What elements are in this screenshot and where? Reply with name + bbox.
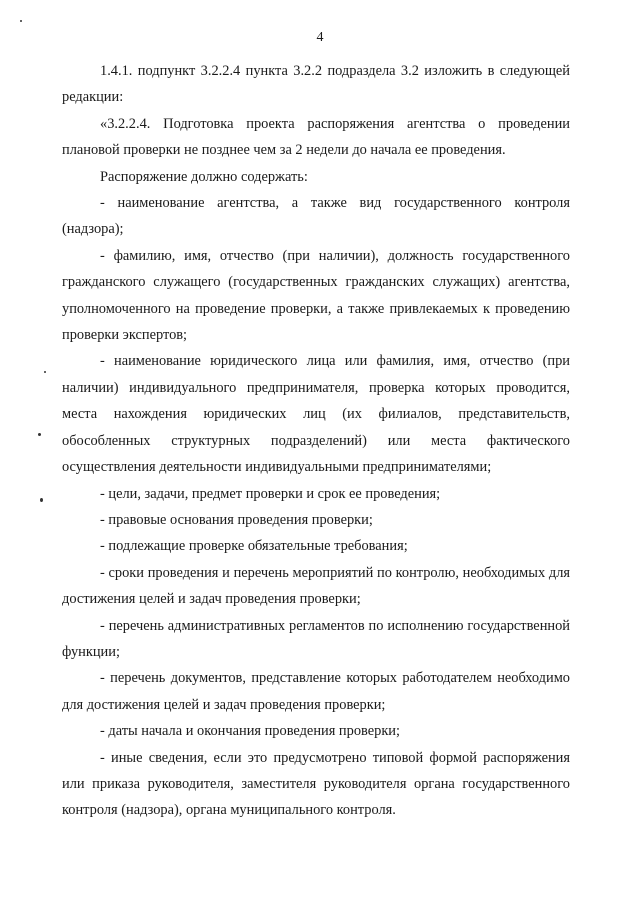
scan-speck: [40, 498, 43, 502]
paragraph-2: «3.2.2.4. Подготовка проекта распоряжения агентства о проведении плановой проверки не позднее чем за 2 недели до начала ее проведения.: [62, 115, 570, 159]
paragraph-1: 1.4.1. подпункт 3.2.2.4 пункта 3.2.2 подраздела 3.2 изложить в следующей редакции:: [62, 63, 570, 106]
paragraph-6: - наименование юридического лица или фамилия, имя, отчество (при наличии) индивидуального предпринимателя, проверка которых проводится, места нахождения юридических лиц (их филиалов, представительств, обособленных структурных подразделений) или места фактического осуществления деятельности индивидуальными предпринимателями;: [62, 353, 570, 476]
document-body: [62, 58, 570, 824]
scan-speck: [38, 433, 41, 436]
scan-speck: [20, 20, 22, 22]
scan-speck: [44, 371, 46, 373]
paragraph-3: Распоряжение должно содержать:: [100, 168, 308, 185]
paragraph-4: - наименование агентства, а также вид государственного контроля (надзора);: [62, 195, 570, 238]
page-number: 4: [316, 30, 324, 45]
paragraph-13: - даты начала и окончания проведения проверки;: [100, 723, 401, 740]
paragraph-8: - правовые основания проведения проверки;: [100, 511, 373, 528]
paragraph-11: - перечень административных регламентов по исполнению государственной функции;: [62, 617, 570, 660]
paragraph-5: - фамилию, имя, отчество (при наличии), должность государственного гражданского служащего (государственных гражданских служащих) агентства, уполномоченного на проведение проверки, а также привлекаемых к проведению проверки экспертов;: [62, 247, 570, 344]
paragraph-14: - иные сведения, если это предусмотрено типовой формой распоряжения или приказа руководителя, заместителя руководителя органа государственного контроля (надзора), органа муниципального контроля.: [62, 749, 570, 819]
paragraph-12: - перечень документов, представление которых работодателем необходимо для достижения целей и задач проведения проверки;: [62, 670, 570, 713]
paragraph-10: - сроки проведения и перечень мероприятий по контролю, необходимых для достижения целей и задач проведения проверки;: [62, 564, 570, 608]
paragraph-7: - цели, задачи, предмет проверки и срок ее проведения;: [100, 485, 441, 502]
paragraph-9: - подлежащие проверке обязательные требования;: [100, 538, 408, 555]
